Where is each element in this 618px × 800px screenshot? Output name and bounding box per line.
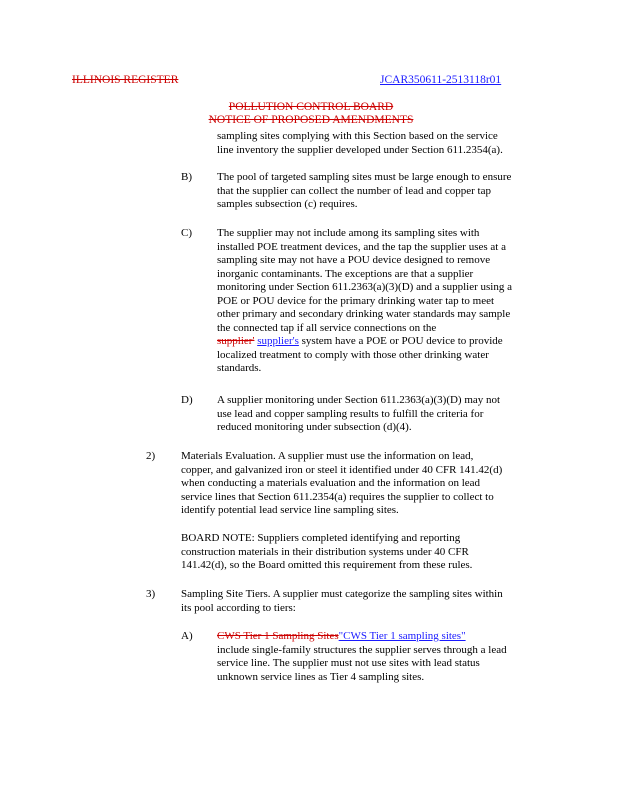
text-line: 141.42(d), so the Board omitted this requirement from these rules. [181, 559, 473, 571]
text-line: inorganic contaminants. The exceptions are that a supplier [217, 267, 474, 280]
register-header: ILLINOIS REGISTER [72, 74, 179, 86]
amended-line [217, 630, 507, 644]
text-line: localized treatment to comply with those other drinking water [217, 348, 489, 361]
text-line: sampling site may not have a POU device designed to remove [217, 254, 491, 266]
item-b-paragraph [217, 171, 511, 212]
board-note [181, 532, 472, 573]
text-line: copper, and galvanized iron or steel it identified under 40 CFR 141.42(d) [181, 463, 503, 476]
item-label-3: 3) [146, 588, 156, 600]
text-line: line inventory the supplier developed under Section 611.2354(a). [217, 143, 503, 156]
item-label-a: A) [181, 630, 193, 642]
text-line: other primary and secondary drinking water standards may sample [217, 308, 511, 320]
agency-title: POLLUTION CONTROL BOARD [228, 101, 394, 113]
text-line: reduced monitoring under subsection (d)(4). [217, 421, 412, 433]
text-line: Sampling Site Tiers. A supplier must categorize the sampling sites within [181, 588, 503, 600]
text-line: identify potential lead service line sampling sites. [181, 504, 399, 516]
text-line: service lines that Section 611.2354(a) requires the supplier to collect to [181, 490, 494, 503]
text-line: samples subsection (c) requires. [217, 198, 358, 210]
item-a-paragraph [217, 630, 507, 684]
text-line: standards. [217, 362, 262, 374]
text-line-rest: system have a POE or POU device to provide [298, 335, 503, 347]
item-2-paragraph [181, 450, 502, 518]
text-line: sampling sites complying with this Section based on the service [217, 130, 498, 142]
amended-line [217, 335, 512, 349]
item-label-2: 2) [146, 450, 156, 462]
deleted-text: supplier [217, 335, 253, 347]
text-line: use lead and copper sampling results to fulfill the criteria for [217, 407, 484, 420]
text-line: The pool of targeted sampling sites must be large enough to ensure [217, 171, 512, 183]
jcar-header: JCAR350611-2513118r01 [380, 74, 502, 86]
text-line: A supplier monitoring under Section 611.2363(a)(3)(D) may not [217, 394, 501, 406]
text-line: when conducting a materials evaluation and the information on lead [181, 477, 481, 489]
item-label-d: D) [181, 394, 193, 406]
item-c-paragraph [217, 227, 512, 376]
text-line: include single-family structures the supplier serves through a lead [217, 643, 507, 656]
text-line: its pool according to tiers: [181, 601, 296, 614]
text-line: installed POE treatment devices, and the tap the supplier uses at a [217, 240, 506, 253]
item-d-paragraph [217, 394, 500, 435]
intro-paragraph [217, 130, 503, 157]
inserted-text: supplier's [257, 335, 299, 347]
item-3-paragraph [181, 588, 503, 615]
text-line: BOARD NOTE: Suppliers completed identifying and reporting [181, 532, 461, 544]
item-label-c: C) [181, 227, 192, 239]
text-line: the connected tap if all service connections on the [217, 321, 437, 334]
deleted-text: CWS Tier 1 Sampling Sites [217, 630, 339, 642]
text-line: The supplier may not include among its sampling sites with [217, 227, 480, 239]
inserted-text: "CWS Tier 1 sampling sites" [338, 630, 466, 642]
text-line: construction materials in their distribution systems under 40 CFR [181, 545, 469, 558]
item-label-b: B) [181, 171, 192, 183]
notice-title: NOTICE OF PROPOSED AMENDMENTS [208, 114, 414, 126]
deleted-quote: ' [252, 335, 255, 347]
text-line: monitoring under Section 611.2363(a)(3)(D) and a supplier using a [217, 281, 512, 293]
text-line: unknown service lines as Tier 4 sampling sites. [217, 670, 425, 683]
text-line: service line. The supplier must not use sites with lead status [217, 657, 480, 669]
text-line: that the supplier can collect the number of lead and copper tap [217, 184, 491, 197]
text-line: Materials Evaluation. A supplier must use the information on lead, [181, 450, 474, 462]
text-line: POE or POU device for the primary drinking water tap to meet [217, 294, 495, 307]
